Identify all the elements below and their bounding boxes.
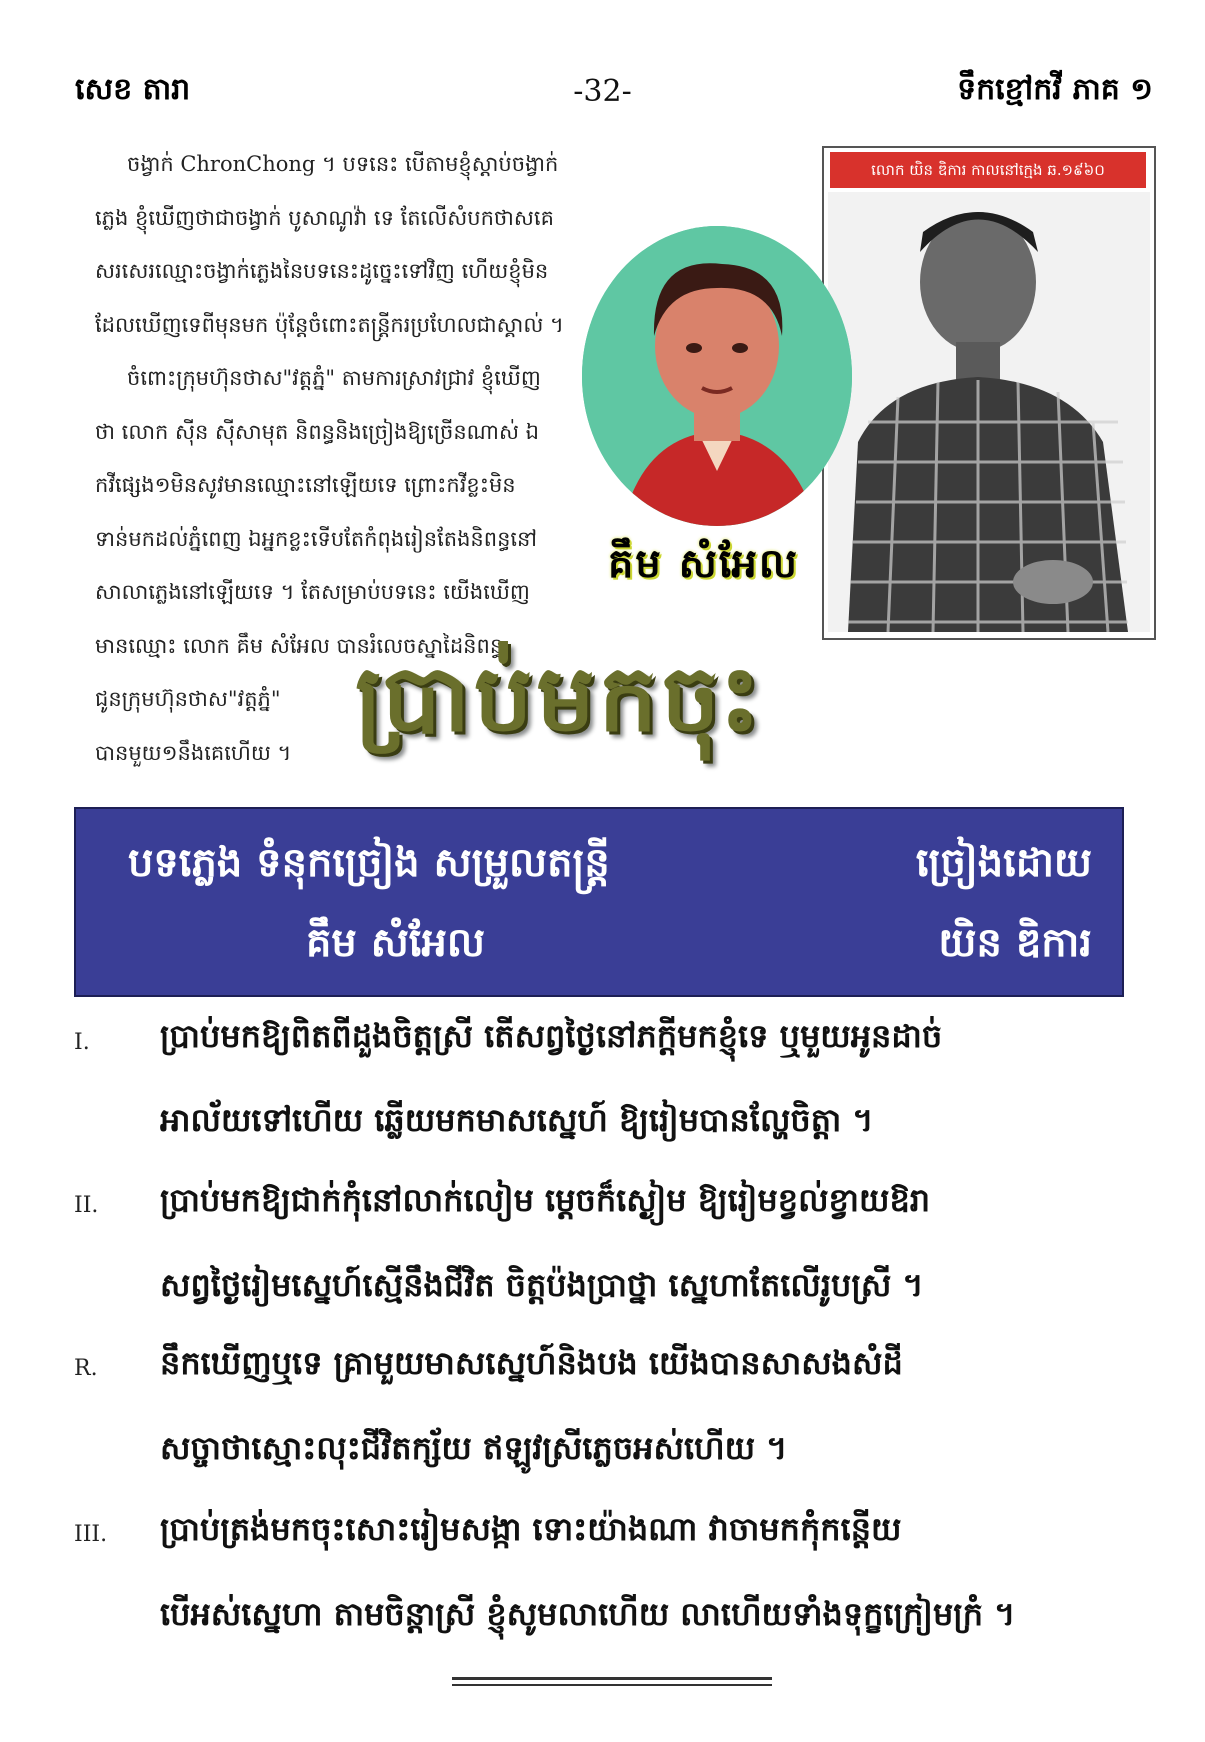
- page-number: -32-: [573, 74, 632, 109]
- credits-band: [74, 807, 1124, 997]
- verse-line: ប្រាប់ត្រង់មកចុះសោះរៀមសង្កា ទោះយ៉ាងណា វាចាមកកុំកន្តើយ: [160, 1510, 902, 1548]
- intro-line: ភ្លេង ខ្ញុំឃើញថាជាចង្វាក់ បូសាណូវ៉ា ទេ តែលើសំបកថាសគេ: [95, 205, 554, 230]
- credits-composer-name: គឹម សំអែល: [306, 920, 485, 966]
- credits-composer-label: បទភ្លេង ទំនុកច្រៀង សម្រួលតន្ត្រី: [128, 840, 610, 886]
- verse-line: ប្រាប់មកឱ្យពិតពីដួងចិត្តស្រី តើសព្វថ្ងៃនៅភក្តីមកខ្ញុំទេ ឬមួយអូនដាច់: [160, 1017, 943, 1055]
- header-right: ទឹកខ្មៅកវី ភាគ ១: [957, 72, 1153, 107]
- intro-line: បានមួយ១នឹងគេហើយ ។: [95, 740, 292, 765]
- intro-line: មានឈ្មោះ លោក គឹម សំអែល បានរំលេចស្នាដៃនិពន្ធ: [95, 633, 504, 658]
- intro-line: សាលាភ្លេងនៅឡើយទេ ។ តែសម្រាប់បទនេះ យើងឃើញ: [95, 580, 530, 604]
- intro-line: សរសេរឈ្មោះចង្វាក់ភ្លេងនៃបទនេះដូច្នេះទៅវិញ ហើយខ្ញុំមិន: [95, 259, 549, 283]
- verse-line: បើអស់ស្នេហា តាមចិន្តាស្រី ខ្ញុំសូមលាហើយ លាហើយទាំងទុក្ខក្រៀមក្រំ ។: [160, 1595, 1016, 1633]
- credits-singer-label: ច្រៀងដោយ: [915, 840, 1092, 886]
- bottom-rule: [452, 1677, 772, 1680]
- verse-label: III.: [74, 1522, 108, 1547]
- intro-line: ដែលឃើញទេពីមុនមក ប៉ុន្តែចំពោះតន្ត្រីករប្រហែលជាស្គាល់ ។: [95, 312, 564, 337]
- intro-line: កវីផ្សេង១មិនសូវមានឈ្មោះនៅឡើយទេ ព្រោះកវីខ្លះមិន: [95, 473, 516, 497]
- verse-line: ប្រាប់មកឱ្យជាក់កុំនៅលាក់លៀម ម្តេចក៏ស្ងៀម ឱ្យរៀមខ្វល់ខ្វាយឱរា: [160, 1181, 931, 1219]
- oval-portrait-image: [582, 226, 852, 526]
- intro-line: ទាន់មកដល់ភ្នំពេញ ឯអ្នកខ្លះទើបតែកំពុងរៀនតែងនិពន្ធនៅ: [95, 526, 538, 551]
- verse-label: I.: [74, 1030, 90, 1055]
- photo-caption: លោក យិន ឌិការ កាលនៅក្មេង ឆ.១៩៦០: [830, 152, 1146, 188]
- intro-line: ចំពោះក្រុមហ៊ុនថាស"វត្តភ្នំ" តាមការស្រាវជ្រាវ ខ្ញុំឃើញ: [127, 366, 541, 390]
- song-title: ប្រាប់មកចុះ: [355, 645, 765, 752]
- credits-singer-name: យិន ឌិការ: [938, 920, 1092, 966]
- portrait-photo: [822, 146, 1156, 640]
- bottom-rule: [452, 1684, 772, 1686]
- intro-line: ជូនក្រុមហ៊ុនថាស"វត្តភ្នំ": [95, 687, 281, 711]
- intro-line: ចង្វាក់ ChronChong ។ បទនេះ បើតាមខ្ញុំស្តាប់ចង្វាក់: [127, 152, 559, 176]
- header-left: សេខ តារា: [75, 72, 191, 107]
- verse-label: II.: [74, 1193, 99, 1218]
- portrait-photo-image: [828, 192, 1150, 632]
- verse-line: អាល័យទៅហើយ ឆ្លើយមកមាសស្នេហ៍ ឱ្យរៀមបានល្ហែចិត្តា ។: [160, 1101, 874, 1139]
- verse-line: នឹកឃើញឬទេ គ្រាមួយមាសស្នេហ៍និងបង យើងបានសាសងសំដី: [160, 1344, 903, 1382]
- intro-line: ថា លោក ស៊ីន ស៊ីសាមុត និពន្ធនិងច្រៀងឱ្យច្រើនណាស់ ឯ: [95, 419, 539, 444]
- verse-line: សច្ចាថាស្មោះលុះជីវិតក្ស័យ ឥឡូវស្រីភ្លេចអស់ហើយ ។: [160, 1429, 788, 1467]
- verse-line: សព្វថ្ងៃរៀមស្នេហ៍ស្មើនឹងជីវិត ចិត្តប៉ងប្រាថ្នា ស្នេហាតែលើរូបស្រី ។: [160, 1266, 924, 1304]
- oval-portrait-caption: គឹម សំអែល: [608, 541, 799, 587]
- verse-label: R.: [74, 1356, 98, 1381]
- oval-portrait: [582, 226, 852, 526]
